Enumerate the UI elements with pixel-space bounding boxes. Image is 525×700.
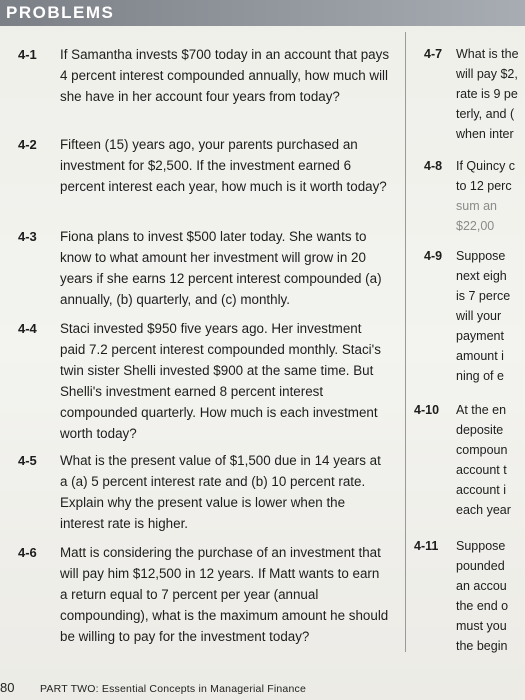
problem-number: 4-7 [424,47,443,61]
problem-text: Suppose next eigh is 7 perce will your payment amount i ning of e [456,249,511,383]
problem-text: Fifteen (15) years ago, your parents purchased an investment for $2,500. If the investment earned 6 percent interest each year, how much is it worth today? [60,137,387,194]
problem-number: 4-1 [18,47,37,62]
problem-text: What is the present value of $1,500 due in 14 years at a (a) 5 percent interest rate and (b) 10 percent rate. Explain why the present value is lower when the interest rate is higher. [60,453,381,531]
problem-number: 4-4 [18,321,37,336]
problem-text: Matt is considering the purchase of an investment that will pay him $12,500 in 12 years. If Matt wants to earn a return equal to 7 percent per year (annual compounding), what is the maximum amount he should be willing to pay for the investment today? [60,545,389,644]
problem-4-2 [18,134,386,218]
column-divider [405,32,406,652]
problem-number: 4-5 [18,453,37,468]
running-footer: PART TWO: Essential Concepts in Managerial Finance [40,683,307,695]
problem-number: 4-3 [18,229,37,244]
problem-4-1 [18,44,390,128]
problem-number: 4-10 [414,403,440,417]
problem-text: Fiona plans to invest $500 later today. She wants to know to what amount her investment will grow in 20 years if she earns 12 percent interest compounded (a) annually, (b) quarterly, and (c) monthly. [60,229,382,307]
problem-text: What is the will pay $2, rate is 9 pe terly, and ( when inter [456,47,519,141]
problem-text: If Samantha invests $700 today in an account that pays 4 percent interest compounded annually, how much will she have in her account four years from today? [60,47,390,104]
problem-text: Suppose pounded an accou the end o must you the begin [456,539,509,653]
page-number: 80 [0,680,15,695]
problem-4-5 [18,450,386,534]
problem-4-6 [18,542,389,668]
problem-4-3 [18,226,386,310]
problem-text: If Quincy c to 12 perc sum an $22,00 [456,159,516,233]
problem-text: Staci invested $950 five years ago. Her investment paid 7.2 percent interest compounded monthly. Staci's twin sister Shelli invested $900 at the same time. But Shelli's investment earned 8 percent interest compounded quarterly. How much is each investment worth today? [60,321,381,441]
section-title: PROBLEMS [6,3,115,22]
header-bar [0,0,525,26]
problem-number: 4-9 [424,249,443,263]
problem-4-4 [18,318,386,444]
problem-number: 4-6 [18,545,37,560]
problem-number: 4-8 [424,159,443,173]
problem-number: 4-11 [414,539,439,553]
problem-number: 4-2 [18,137,37,152]
problem-text: At the en deposite compoun account t account i each year [456,403,511,517]
